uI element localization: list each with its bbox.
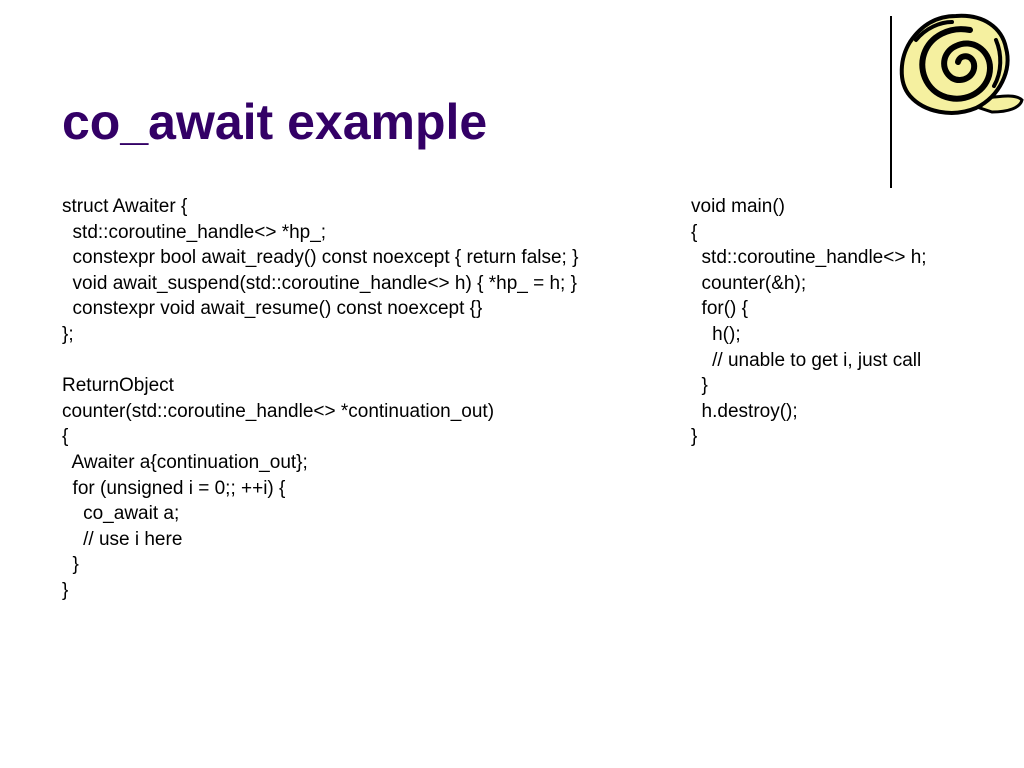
code-line: struct Awaiter { <box>62 196 188 217</box>
code-line: }; <box>62 323 74 345</box>
code-line: void await_suspend(std::coroutine_handle<> h) { *hp_ = h; } <box>62 272 577 294</box>
title-divider <box>890 16 892 188</box>
code-line: } <box>691 426 698 448</box>
slide-title: co_await example <box>62 94 488 150</box>
code-line: h(); <box>691 323 741 345</box>
code-line: } <box>62 554 79 576</box>
code-line: std::coroutine_handle<> *hp_; <box>62 221 327 243</box>
code-line: { <box>62 426 69 448</box>
code-line: std::coroutine_handle<> h; <box>691 247 927 269</box>
code-line: // use i here <box>62 528 183 550</box>
code-line: co_await a; <box>62 503 180 525</box>
code-line: } <box>691 375 708 397</box>
code-line: void main() <box>691 196 785 217</box>
code-line: ReturnObject <box>62 375 174 397</box>
code-line: Awaiter a{continuation_out}; <box>62 451 308 473</box>
snail-shell-icon <box>896 10 1024 122</box>
code-line: constexpr bool await_ready() const noexcept { return false; } <box>62 247 579 269</box>
code-line: h.destroy(); <box>691 400 798 422</box>
left-code-block <box>62 194 578 604</box>
code-line <box>62 348 578 374</box>
code-line: for (unsigned i = 0;; ++i) { <box>62 477 286 499</box>
code-line: // unable to get i, just call <box>691 349 922 371</box>
code-line: constexpr void await_resume() const noexcept {} <box>62 298 483 320</box>
code-line: for() { <box>691 298 749 320</box>
code-line: counter(std::coroutine_handle<> *continuation_out) <box>62 400 495 422</box>
code-line: } <box>62 579 69 601</box>
code-line: { <box>691 221 698 243</box>
right-code-block <box>691 194 927 450</box>
code-line: counter(&h); <box>691 272 807 294</box>
